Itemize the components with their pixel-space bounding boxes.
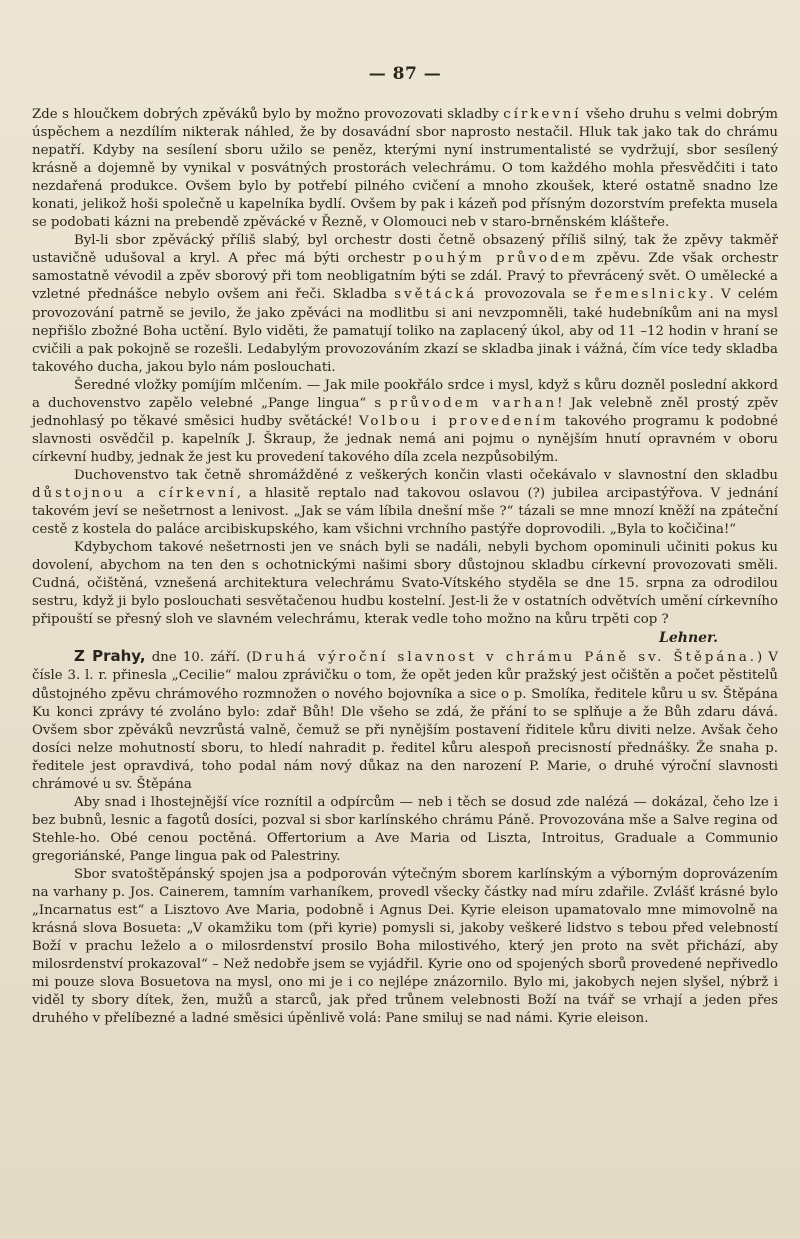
paragraph: Aby snad i lhostejnější více roznítil a odpírcům — neb i těch se dosud zde nalézá — dokázal, čeho lze i bez bubnů, lesnic a fagotů dosíci, pozval si sbor karlínského chrámu Páně. Provozována mše a Salve regina od Stehle-ho. Obé cenou poctěná. Offertorium a Ave Maria od Liszta, Introitus, Graduale a Communio gregoriánské, Pange lingua pak od Palestriny. [32,794,778,864]
paragraph: Sbor svatoštěpánský spojen jsa a podporován výtečným sborem karlínským a výborným doprovázením na varhany p. Jos. Cainerem, tamním varhaníkem, provedl všecky částky nad míru zdařile. Zvlášť krásné bylo „Incarnatus est“ a Lisztovo Ave Maria, podobně i Agnus Dei. Kyrie eleison upamatovalo mne mimovolně na krásná slova Bosueta: „V okamžiku tom (při kyrie) pomysli si, jakoby veškeré lidstvo s tebou před velebností Boží v prachu leželo a o milosrdenství prosilo Boha milostivého, který jen proto na svět přichází, aby milosrdenství prokazoval“ – Než nedobře jsem se vyjádřil. Kyrie ono od spojených sborů provedené nepřivedlo mi pouze slova Bosuetova na mysl, ono mi je i co nejlépe znázornilo. Bylo mi, jakobych nejen slyšel, nýbrž i viděl ty sbory dítek, žen, mužů a starců, jak před trůnem velebnosti Boží na tvář se vrhají a jeden přes druhého v přelíbezné a ladné směsici úpěnlivě volá: Pane smiluj se nad námi. Kyrie eleison. [32,866,778,1027]
text-run: takového programu k podobné slavnosti osvědčil p. kapelník J. Škraup, že jednak nemá ani pojmu o nynějším hnutí opravném v oboru církevní hudby, jednak že jest ku provedení takového díla zcela nezpůsobilým. [32,413,778,465]
text-run: . V celém provozování patrně se jevilo, že jako zpěváci na modlitbu si ani nevzpomněli, také hudebníkům ani na mysl nepřišlo zbožné Boha uctění. Bylo viděti, že pamatují toliko na zaplacený úkol, aby od 11 –12 hodin v hraní se cvičili a pak pokojně se rozešli. Ledabylým provozováním zkazí se skladba jinak i vážná, čím více tedy skladba takového ducha, jakou bylo nám poslouchati. [32,287,778,375]
author-signature: Lehner. [659,630,718,647]
spaced-emphasis: církevní [503,107,582,122]
text-run: Zde s hloučkem dobrých zpěváků bylo by možno provozovati skladby [32,107,504,122]
text-run: provozovala se [477,287,595,303]
paragraph [32,377,778,467]
text-run: Byl-li sbor zpěvácký příliš slabý, byl orchestr dosti četně obsazený příliš silný, tak že zpěvy takměř ustavičně udušoval a kryl. A přec má býti orchestr [32,233,778,267]
text-run: Kdybychom takové nešetrnosti jen ve snách byli se nadáli, nebyli bychom opominuli učiniti pokus ku dovolení, abychom na ten den s ochotnickými našimi sbory důstojnou skladbu církevní provozovati směli. Cudná, očištěná, vznešená architektura velechrámu Svato-Vítského styděla se dne 15. srpna za odrodilou sestru, když ji bylo poslouchati sesvětačenou hudbu kostelní. Jest-li že v ostatních odvětvích umění církevního připouští se přesný sloh ve slavném velechrámu, kterak vedle toho možno na kůru trpěti cop ? [32,540,778,628]
page-number: — 87 — [368,64,442,84]
text-run: Duchovenstvo tak četně shromážděné z veškerých končin vlasti očekávalo v slavnostní den skladbu [74,467,778,483]
paragraph [32,232,778,376]
paragraph [32,647,778,793]
dateline-place: Z Prahy, [74,647,146,666]
text-run: zpěvu. Zde však orchestr samostatně vévodil a zpěv sborový při tom neobligatním býti se zdál. Pravý to převrácený svět. O umělecké a vzletné přednášce nebylo ovšem ani řeči. Skladba [32,251,778,303]
paragraph [32,539,778,647]
spaced-emphasis: Druhá výroční slavnost v chrámu Páně sv. Štěpána. [251,650,757,666]
text-run: , a hlasitě reptalo nad takovou oslavou (?) jubilea arcipastýřova. V jednání takovém jeví se nešetrnost a lenivost. „Jak se vám líbila dnešní mše ?“ tázali se mne mnozí kněží na zpáteční cestě z kostela do paláce arcibiskupského, kam všichni vrchního pastýře doprovodili. „Byla to kočičina!“ [32,485,778,538]
spaced-emphasis: Volbou i provedením [358,413,559,429]
paragraph [32,106,778,232]
text-run: Šeredné vložky pomíjím mlčením. — Jak mile pookřálo srdce i mysl, když s kůru dozněl poslední akkord a duchovenstvo zapělo velebné „Pange lingua“ s [32,377,778,411]
text-run: ) V čísle 3. l. r. přinesla „Cecilie“ malou zprávičku o tom, že opět jeden kůr pražský jest očištěn a počet pěstitelů důstojného zpěvu chrámového rozmnožen o nového bojovníka a sice o p. Smolíka, ředitele kůru u sv. Štěpána Ku konci zprávy té zvoláno bylo: zdař Bůh! Dle všeho se zdá, že přání to se splňuje a že Bůh zdaru dává. Ovšem sbor zpěváků nevzrůstá valně, čemuž se při nynějším postavení řiditele kůru diviti nelze. Avšak čeho dosíci nelze mohutností sboru, to hledí nahradit p. ředitel kůru alespoň precisností přednášky. Že snaha p. ředitele jest opravdivá, toho podal nám nový důkaz na den narození P. Marie, o druhé výroční slavnosti chrámové u sv. Štěpána [32,650,778,792]
text-run: ! Jak velebně zněl prostý zpěv jednohlasý po těkavé směsici hudby světácké! [32,395,778,429]
paragraph [32,467,778,539]
article-body [32,106,778,1028]
spaced-emphasis: světácká [394,287,478,303]
text-run: všeho druhu s velmi dobrým úspěchem a nezdílím nikterak náhled, že by dosavádní sbor naprosto nestačil. Hluk tak jako tak do chrámu nepatří. Kdyby na sesílení sboru užilo se peněz, kterými nyní instrumentalisté se vydržují, sbor sesílený krásně a dojemně by vynikal v posvátných prostorách velechrámu. O tom každého mohla přesvědčiti i tato nezdařená produkce. Ovšem bylo by potřebí pilného cvičení a mnoho zkoušek, které ostatně snadno lze konati, jelikož hoši společně u kapelníka bydlí. Ovšem by pak i kázeň pod přísným dozorstvím prefekta musela se podobati kázni na prebendě zpěvácké v Řezně, v Olomouci neb v staro-brněnském klášteře. [32,107,778,231]
spaced-emphasis: důstojnou a církevní [32,485,237,501]
spaced-emphasis: řemeslnicky [594,287,710,303]
text-run: dne 10. září. ( [145,650,252,666]
spaced-emphasis: pouhým průvodem [412,251,589,267]
spaced-emphasis: průvodem varhan [389,395,558,411]
